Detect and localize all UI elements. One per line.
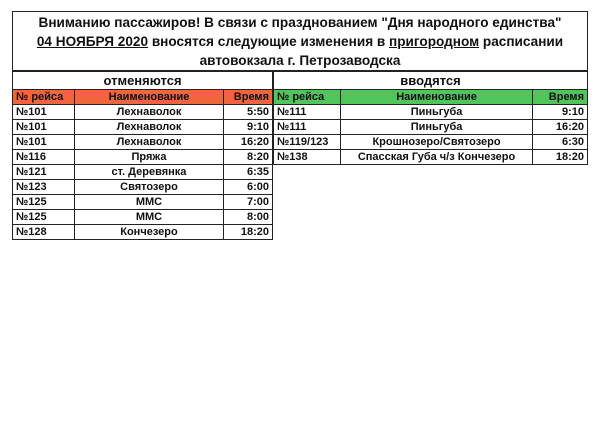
introduced-table (273, 71, 588, 165)
route-name-cell: Спасская Губа ч/з Кончезеро (340, 150, 532, 165)
notice-line-2-end: расписании (479, 34, 564, 49)
departure-time-cell: 7:00 (224, 195, 273, 210)
introduced-title: вводятся (274, 72, 588, 90)
route-name-cell: Лехнаволок (74, 105, 223, 120)
route-name-cell: Пиньгуба (340, 120, 532, 135)
cancelled-header-row (13, 90, 273, 105)
route-name-cell: Лехнаволок (74, 135, 223, 150)
departure-time-cell: 16:20 (533, 120, 588, 135)
table-row (13, 225, 273, 240)
notice-line-1: Вниманию пассажиров! В связи с празднованием "Дня народного единства" (38, 15, 562, 30)
departure-time-cell: 8:20 (224, 150, 273, 165)
table-row (13, 120, 273, 135)
notice-suburban: пригородном (389, 34, 480, 49)
table-row (13, 195, 273, 210)
departure-time-cell: 16:20 (224, 135, 273, 150)
table-row (274, 120, 588, 135)
table-row (13, 150, 273, 165)
notice-box (12, 11, 588, 71)
header-time: Время (533, 90, 588, 105)
table-row (13, 165, 273, 180)
departure-time-cell: 9:10 (224, 120, 273, 135)
flight-number-cell: №121 (13, 165, 75, 180)
flight-number-cell: №101 (13, 120, 75, 135)
table-row (274, 105, 588, 120)
departure-time-cell: 6:35 (224, 165, 273, 180)
header-name: Наименование (74, 90, 223, 105)
route-name-cell: ММС (74, 195, 223, 210)
flight-number-cell: №101 (13, 105, 75, 120)
notice-line-2 (13, 32, 587, 51)
table-row (13, 210, 273, 225)
route-name-cell: ММС (74, 210, 223, 225)
header-flight-number: № рейса (13, 90, 75, 105)
table-row (13, 180, 273, 195)
table-row (274, 150, 588, 165)
departure-time-cell: 5:50 (224, 105, 273, 120)
table-row (13, 135, 273, 150)
route-name-cell: Пряжа (74, 150, 223, 165)
flight-number-cell: №116 (13, 150, 75, 165)
route-name-cell: Святозеро (74, 180, 223, 195)
departure-time-cell: 18:20 (533, 150, 588, 165)
route-name-cell: ст. Деревянка (74, 165, 223, 180)
departure-time-cell: 8:00 (224, 210, 273, 225)
route-name-cell: Кончезеро (74, 225, 223, 240)
table-row (274, 135, 588, 150)
flight-number-cell: №119/123 (274, 135, 341, 150)
flight-number-cell: №123 (13, 180, 75, 195)
route-name-cell: Крошнозеро/Святозеро (340, 135, 532, 150)
departure-time-cell: 6:30 (533, 135, 588, 150)
schedule-tables (12, 71, 588, 240)
notice-line-2-mid: вносятся следующие изменения в (148, 34, 390, 49)
header-time: Время (224, 90, 273, 105)
departure-time-cell: 9:10 (533, 105, 588, 120)
flight-number-cell: №138 (274, 150, 341, 165)
introduced-header-row (274, 90, 588, 105)
header-name: Наименование (340, 90, 532, 105)
route-name-cell: Лехнаволок (74, 120, 223, 135)
cancelled-title: отменяются (13, 72, 273, 90)
departure-time-cell: 18:20 (224, 225, 273, 240)
cancelled-table (12, 71, 273, 240)
table-row (13, 105, 273, 120)
flight-number-cell: №111 (274, 120, 341, 135)
notice-line-3: автовокзала г. Петрозаводска (199, 53, 401, 68)
flight-number-cell: №125 (13, 210, 75, 225)
flight-number-cell: №128 (13, 225, 75, 240)
flight-number-cell: №125 (13, 195, 75, 210)
flight-number-cell: №111 (274, 105, 341, 120)
notice-date: 04 НОЯБРЯ 2020 (36, 34, 149, 49)
flight-number-cell: №101 (13, 135, 75, 150)
departure-time-cell: 6:00 (224, 180, 273, 195)
route-name-cell: Пиньгуба (340, 105, 532, 120)
header-flight-number: № рейса (274, 90, 341, 105)
